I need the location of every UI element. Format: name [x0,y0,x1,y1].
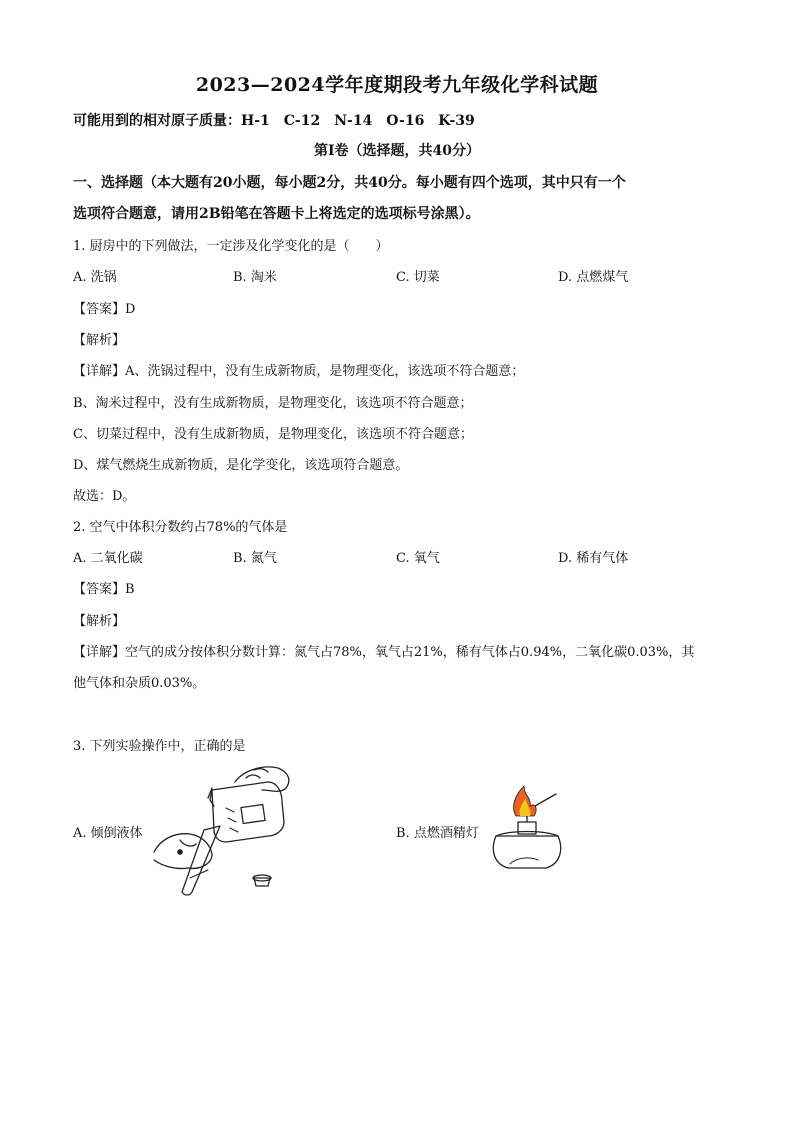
q2-option-b: B. 氮气 [233,551,277,566]
q3-option-a: A. 倾倒液体 [73,826,143,841]
page-title: 2023—2024学年度期段考九年级化学科试题 [195,74,599,96]
q2-stem: 2. 空气中体积分数约占78%的气体是 [73,520,288,535]
q1-option-c: C. 切菜 [396,270,440,285]
q1-conclusion: 故选：D。 [73,489,136,504]
q3-stem: 3. 下列实验操作中，正确的是 [73,739,246,754]
instructions-line-1: 一、选择题（本大题有20小题，每小题2分，共40分。每小题有四个选项，其中只有一个 [73,175,626,191]
q2-answer: 【答案】B [73,582,135,597]
q1-option-a: A. 洗锅 [73,270,117,285]
q2-option-a: A. 二氧化碳 [73,551,143,566]
q1-option-b: B. 淘米 [233,270,277,285]
pouring-liquid-illustration [150,760,300,900]
q2-option-d: D. 稀有气体 [558,551,629,566]
instructions-line-2: 选项符合题意，请用2B铅笔在答题卡上将选定的选项标号涂黑）。 [73,206,480,222]
q2-option-c: C. 氧气 [396,551,440,566]
q2-detail-2: 他气体和杂质0.03%。 [73,676,206,691]
q1-detail-2: B、淘米过程中，没有生成新物质，是物理变化，该选项不符合题意； [73,396,473,411]
q1-stem: 1. 厨房中的下列做法，一定涉及化学变化的是（ ） [73,239,389,254]
q1-option-d: D. 点燃煤气 [558,270,629,285]
q1-answer: 【答案】D [73,302,136,317]
q2-detail-1: 【详解】空气的成分按体积分数计算：氮气占78%，氧气占21%，稀有气体占0.94%，二氧化碳0.03%，其 [73,645,695,660]
alcohol-lamp-illustration [480,780,580,875]
q1-detail-1: 【详解】A、洗锅过程中，没有生成新物质，是物理变化，该选项不符合题意； [73,364,525,379]
q3-option-b: B. 点燃酒精灯 [396,826,479,841]
q1-detail-4: D、煤气燃烧生成新物质，是化学变化，该选项符合题意。 [73,458,409,473]
atomic-masses: 可能用到的相对原子质量：H-1 C-12 N-14 O-16 K-39 [73,113,475,129]
q1-analysis: 【解析】 [73,333,126,348]
q2-analysis: 【解析】 [73,614,126,629]
section-title: 第I卷（选择题，共40分） [313,143,481,159]
q1-detail-3: C、切菜过程中，没有生成新物质，是物理变化，该选项不符合题意； [73,427,473,442]
